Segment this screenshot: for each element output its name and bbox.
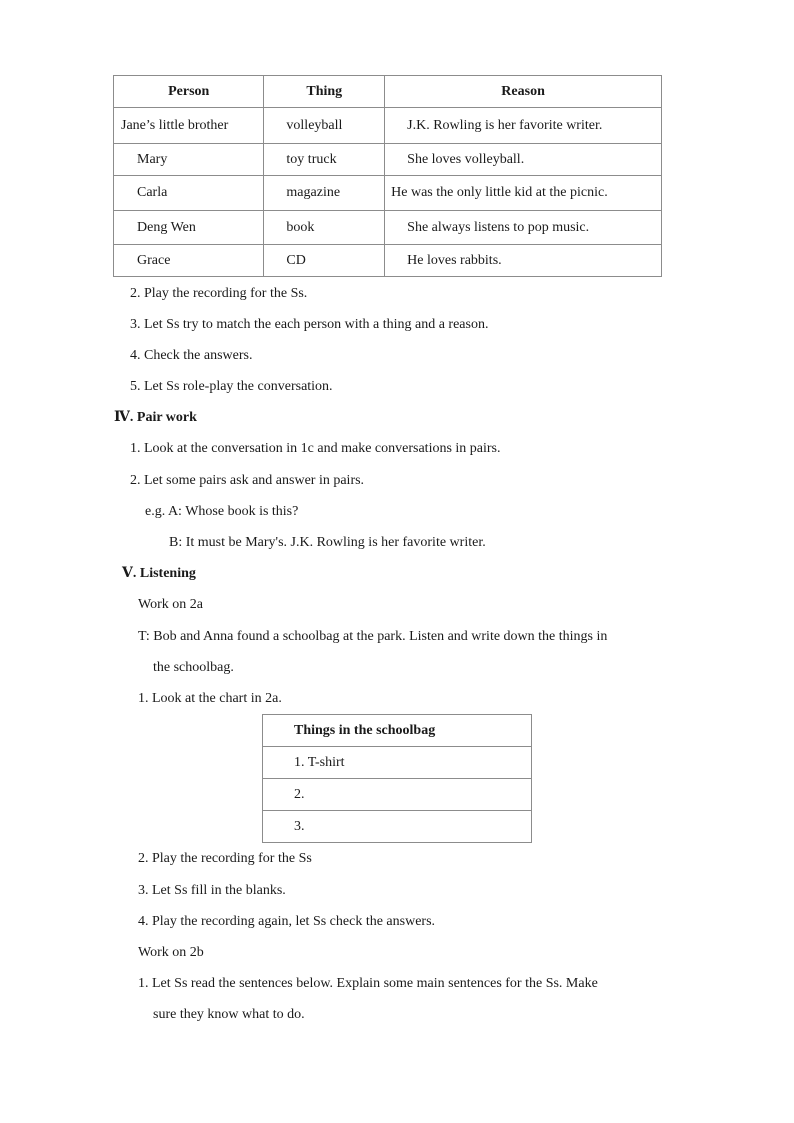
thing-cell: toy truck <box>264 144 385 176</box>
reason-cell: She always listens to pop music. <box>385 211 662 245</box>
look-at-chart: 1. Look at the chart in 2a. <box>138 691 282 706</box>
table-row <box>263 747 532 779</box>
schoolbag-item: 2. <box>263 779 532 811</box>
teacher-instruction: T: Bob and Anna found a schoolbag at the park. Listen and write down the things in <box>138 629 608 644</box>
work-2b-instruction-cont: sure they know what to do. <box>153 1007 305 1022</box>
pair-work-item: 1. Look at the conversation in 1c and make conversations in pairs. <box>130 441 501 456</box>
person-cell: Mary <box>114 144 264 176</box>
step-match: 3. Let Ss try to match the each person with a thing and a reason. <box>130 317 489 332</box>
teacher-instruction-cont: the schoolbag. <box>153 660 234 675</box>
person-thing-reason-table <box>113 75 662 277</box>
pair-work-item: 2. Let some pairs ask and answer in pairs. <box>130 473 365 488</box>
work-2a-title: Work on 2a <box>138 597 203 612</box>
example-line-b: B: It must be Mary's. J.K. Rowling is her favorite writer. <box>169 535 486 550</box>
header-reason: Reason <box>385 76 662 108</box>
table-row <box>114 245 662 277</box>
example-line-a: e.g. A: Whose book is this? <box>145 504 299 519</box>
step-fill-blanks: 3. Let Ss fill in the blanks. <box>138 883 286 898</box>
header-person: Person <box>114 76 264 108</box>
table-row <box>114 144 662 176</box>
work-2b-instruction: 1. Let Ss read the sentences below. Explain some main sentences for the Ss. Make <box>138 976 598 991</box>
step-check-answers: 4. Check the answers. <box>130 348 253 363</box>
table-row <box>114 176 662 211</box>
schoolbag-item: 3. <box>263 811 532 843</box>
schoolbag-header: Things in the schoolbag <box>263 715 532 747</box>
thing-cell: magazine <box>264 176 385 211</box>
section-listening-heading: Ⅴ. Listening <box>122 566 196 581</box>
table-header-row <box>263 715 532 747</box>
section-pair-work-heading: Ⅳ. Pair work <box>114 410 197 425</box>
step-play-recording: 2. Play the recording for the Ss. <box>130 286 308 301</box>
table-row <box>263 779 532 811</box>
step-play-recording-2: 2. Play the recording for the Ss <box>138 851 312 866</box>
schoolbag-item: 1. T-shirt <box>263 747 532 779</box>
work-2b-title: Work on 2b <box>138 945 204 960</box>
thing-cell: CD <box>264 245 385 277</box>
schoolbag-things-table <box>262 714 532 843</box>
reason-cell: She loves volleyball. <box>385 144 662 176</box>
thing-cell: book <box>264 211 385 245</box>
step-play-again: 4. Play the recording again, let Ss check the answers. <box>138 914 436 929</box>
reason-cell: J.K. Rowling is her favorite writer. <box>385 108 662 144</box>
thing-cell: volleyball <box>264 108 385 144</box>
person-cell: Grace <box>114 245 264 277</box>
person-cell: Carla <box>114 176 264 211</box>
header-thing: Thing <box>264 76 385 108</box>
table-header-row <box>114 76 662 108</box>
table-row <box>263 811 532 843</box>
reason-cell: He was the only little kid at the picnic. <box>385 176 662 211</box>
person-cell: Deng Wen <box>114 211 264 245</box>
table-row <box>114 108 662 144</box>
step-role-play: 5. Let Ss role-play the conversation. <box>130 379 333 394</box>
table-row <box>114 211 662 245</box>
reason-cell: He loves rabbits. <box>385 245 662 277</box>
person-cell: Jane’s little brother <box>114 108 264 144</box>
